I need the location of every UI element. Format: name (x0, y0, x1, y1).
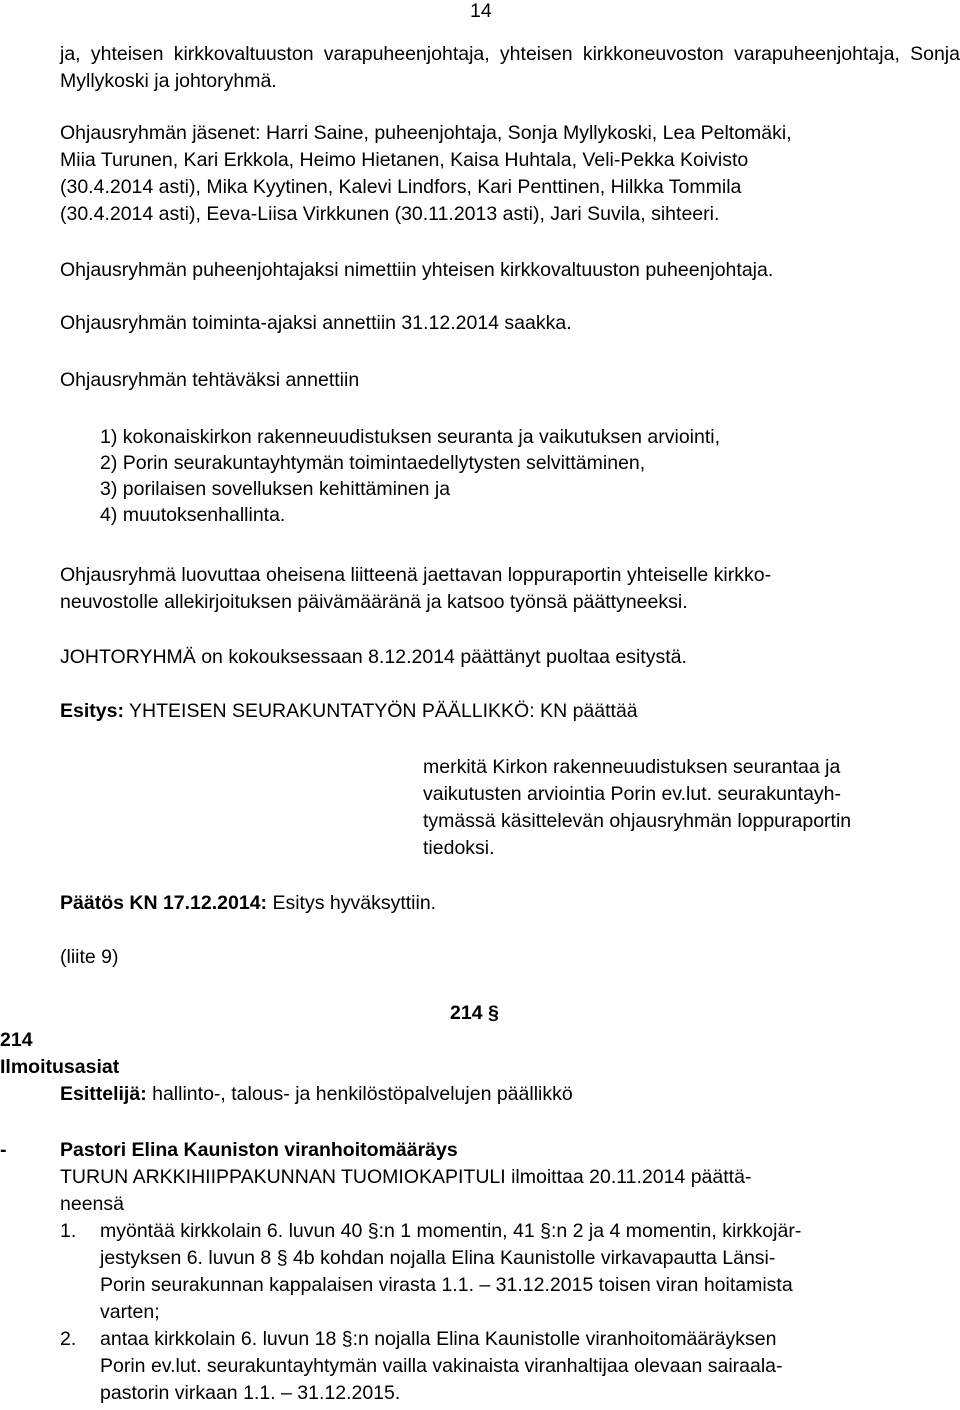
attachment-note: (liite 9) (60, 946, 119, 968)
proposal-line: tymässä käsittelevän ohjausryhmän loppuraportin (423, 810, 852, 832)
report-line: Ohjausryhmä luovuttaa oheisena liitteenä jaettavan loppuraportin yhteiselle kirkko- (60, 564, 772, 586)
decision-label: Päätös KN 17.12.2014: (60, 892, 268, 914)
members-line: (30.4.2014 asti), Eeva-Liisa Virkkunen (30.11.2013 asti), Jari Suvila, sihteeri. (60, 203, 720, 225)
subitem-line: myöntää kirkkolain 6. luvun 40 §:n 1 momentin, 41 §:n 2 ja 4 momentin, kirkkojär- (100, 1220, 802, 1242)
subitem-line: Porin ev.lut. seurakuntayhtymän vailla vakinaista viranhaltijaa olevaan sairaala- (100, 1355, 783, 1377)
presenter-line (60, 1081, 960, 1108)
members-paragraph (60, 120, 960, 228)
proposal-line: tiedoksi. (423, 837, 495, 859)
list-item: 2) Porin seurakuntayhtymän toimintaedellytysten selvittäminen, (100, 452, 646, 474)
item-intro-line: TURUN ARKKIHIIPPAKUNNAN TUOMIOKAPITULI ilmoittaa 20.11.2014 päättä- (60, 1166, 752, 1188)
members-line: (30.4.2014 asti), Mika Kyytinen, Kalevi Lindfors, Kari Penttinen, Hilkka Tommila (60, 176, 742, 198)
presenter-label: Esittelijä: (60, 1083, 147, 1105)
term-paragraph: Ohjausryhmän toiminta-ajaksi annettiin 31.12.2014 saakka. (60, 312, 572, 334)
subitem-2-number: 2. (60, 1328, 77, 1350)
section-number-center (450, 1000, 499, 1027)
subitem-line: Porin seurakunnan kappalaisen virasta 1.1. – 31.12.2015 toisen viran hoitamista (100, 1274, 793, 1296)
item-title: Pastori Elina Kauniston viranhoitomääräys (60, 1139, 458, 1161)
item-intro (60, 1164, 960, 1218)
list-item: 3) porilaisen sovelluksen kehittäminen ja (100, 478, 451, 500)
section-symbol: § (276, 1247, 288, 1269)
paragraph-continuation: ja, yhteisen kirkkovaltuuston varapuheenjohtaja, yhteisen kirkkoneuvoston varapuheenjohtaja, Sonja Myllykoski ja johtoryhmä. (60, 43, 960, 92)
esitys-text: YHTEISEN SEURAKUNTATYÖN PÄÄLLIKKÖ: KN päättää (123, 700, 638, 722)
subitem-1 (100, 1218, 960, 1326)
management-paragraph: JOHTORYHMÄ on kokouksessaan 8.12.2014 päättänyt puoltaa esitystä. (60, 646, 687, 668)
tasks-intro: Ohjausryhmän tehtäväksi annettiin (60, 369, 360, 391)
section-symbol: § (487, 1002, 499, 1024)
subitem-1-number: 1. (60, 1220, 77, 1242)
subitem-line: pastorin virkaan 1.1. – 31.12.2015. (100, 1382, 401, 1404)
list-item: 1) kokonaiskirkon rakenneuudistuksen seuranta ja vaikutuksen arviointi, (100, 426, 721, 448)
report-paragraph (60, 562, 960, 616)
proposal-heading (60, 698, 960, 725)
section-number-left: 214 (0, 1029, 33, 1051)
page-number: 14 (470, 0, 492, 22)
section-symbol: § (341, 1328, 353, 1350)
proposal-body (423, 754, 959, 862)
esitys-label: Esitys: (60, 700, 124, 722)
members-line: Ohjausryhmän jäsenet: Harri Saine, puheenjohtaja, Sonja Myllykoski, Lea Peltomäki, (60, 122, 792, 144)
subitem-line: antaa kirkkolain 6. luvun 18 §:n nojalla Elina Kaunistolle viranhoitomääräyksen (100, 1328, 777, 1350)
proposal-line: vaikutusten arviointia Porin ev.lut. seurakuntayh- (423, 783, 842, 805)
chair-paragraph: Ohjausryhmän puheenjohtajaksi nimettiin yhteisen kirkkovaltuuston puheenjohtaja. (60, 259, 774, 281)
report-line: neuvostolle allekirjoituksen päivämääränä ja katsoo työnsä päättyneeksi. (60, 591, 688, 613)
presenter-text: hallinto-, talous- ja henkilöstöpalvelujen päällikkö (146, 1083, 573, 1105)
subitem-line: varten; (100, 1301, 160, 1323)
decision-text: Esitys hyväksyttiin. (267, 892, 437, 914)
section-symbol: § (540, 1220, 551, 1242)
members-line: Miia Turunen, Kari Erkkola, Heimo Hietanen, Kaisa Huhtala, Veli-Pekka Koivisto (60, 149, 749, 171)
section-number: 214 (450, 1002, 483, 1024)
task-list (100, 424, 720, 528)
decision (60, 890, 960, 917)
section-title: Ilmoitusasiat (0, 1056, 120, 1078)
subitem-line: jestyksen 6. luvun 8 § 4b kohdan nojalla Elina Kaunistolle virkavapautta Länsi- (100, 1247, 776, 1269)
item-intro-line: neensä (60, 1193, 124, 1215)
item-dash: - (0, 1139, 7, 1161)
proposal-line: merkitä Kirkon rakenneuudistuksen seurantaa ja (423, 756, 841, 778)
section-symbol: § (367, 1220, 379, 1242)
list-item: 4) muutoksenhallinta. (100, 504, 286, 526)
subitem-2 (100, 1326, 960, 1407)
